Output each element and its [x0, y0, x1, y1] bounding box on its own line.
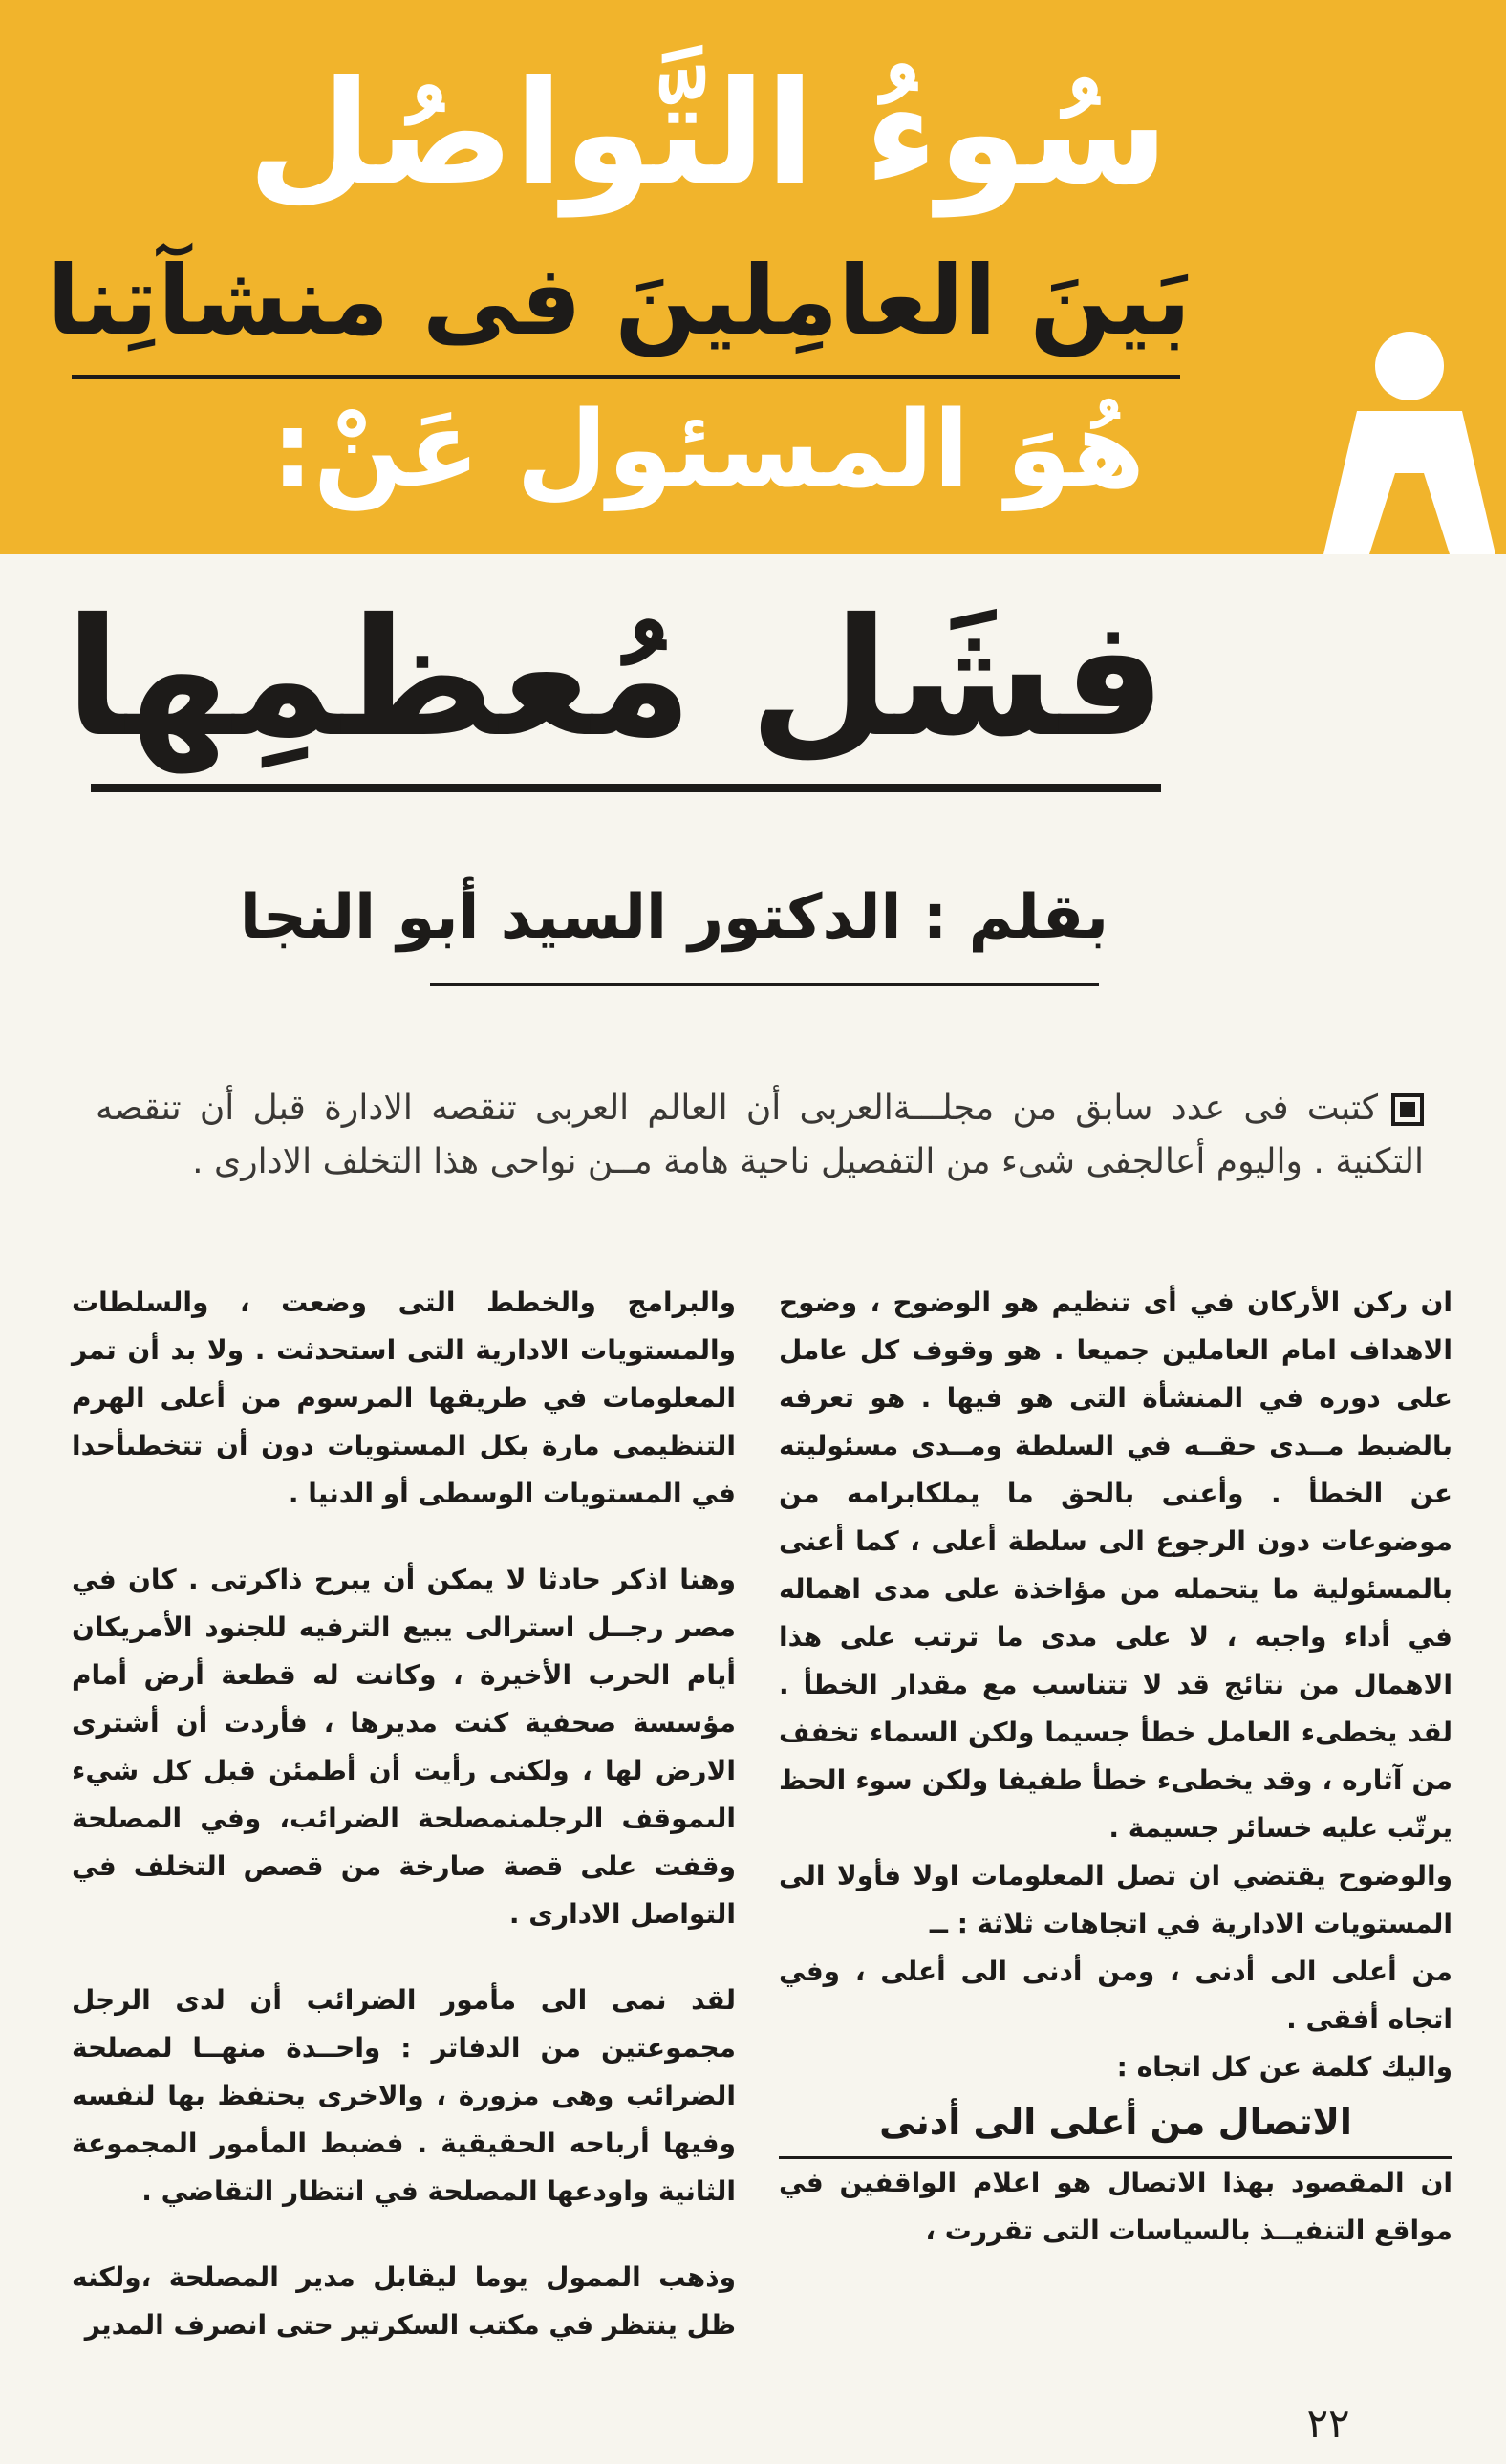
- right-paragraph-1: ان ركن الأركان في أى تنظيم هو الوضوح ، وضوح الاهداف امام العاملين جميعا . هو وقوف كل عامل على دوره في المنشأة التى هو فيها . هو تعرفه بالضبط مــدى حقــه في السلطة ومــدى مسئوليته عن الخطأ . وأعنى بالحق ما يملكابرامه من موضوعات دون الرجوع الى سلطة أعلى ، كما أعنى بالمسئولية ما يتحمله من مؤاخذة على مدى اهماله في أداء واجبه ، لا على مدى ما ترتب على هذا الاهمال من نتائج قد لا تتناسب مع مقدار الخطأ . لقد يخطىء العامل خطأ جسيما ولكن السماء تخفف من آثاره ، وقد يخطىء خطأ طفيفا ولكن سوء الحظ يرتّب عليه خسائر جسيمة .: [779, 1286, 1452, 1844]
- banner-title-line-1: سُوءُ التَّواصُل: [247, 51, 1169, 217]
- banner-title-line-2: بَينَ العامِلينَ فى منشآتِنا: [47, 245, 1191, 357]
- intro-paragraph: [96, 1082, 1424, 1189]
- banner-divider: [72, 375, 1180, 379]
- section-subheading: الاتصال من أعلى الى أدنى: [779, 2091, 1452, 2159]
- author-byline: بقلم : الدكتور السيد أبو النجا: [239, 882, 1108, 953]
- article-headline: فشَل مُعظمِها: [64, 584, 1166, 773]
- left-column: [72, 1279, 736, 2349]
- left-paragraph-4: وذهب الممول يوما ليقابل مدير المصلحة ،ولكنه ظل ينتظر في مكتب السكرتير حتى انصرف المدير: [72, 2261, 736, 2341]
- byline-underline: [430, 983, 1099, 986]
- banner-title-line-3: هُوَ المسئول عَنْ:: [271, 388, 1145, 510]
- right-paragraph-2: والوضوح يقتضي ان تصل المعلومات اولا فأولا الى المستويات الادارية في اتجاهات ثلاثة : ــ: [779, 1860, 1452, 1939]
- header-banner: [0, 0, 1506, 554]
- left-paragraph-3: لقد نمى الى مأمور الضرائب أن لدى الرجل مجموعتين من الدفاتر : واحــدة منهــا لمصلحة الضرائب وهى مزورة ، والاخرى يحتفظ بها لنفسه وفيها أرباحه الحقيقية . فضبط المأمور المجموعة الثانية واودعها المصلحة في انتظار التقاضي .: [72, 1984, 736, 2207]
- right-paragraph-5: ان المقصود بهذا الاتصال هو اعلام الواقفين في مواقع التنفيــذ بالسياسات التى تقررت ،: [779, 2167, 1452, 2246]
- right-paragraph-3: من أعلى الى أدنى ، ومن أدنى الى أعلى ، وفي اتجاه أفقى .: [779, 1956, 1452, 2035]
- intro-text: كتبت فى عدد سابق من مجلـــةالعربى أن العالم العربى تنقصه الادارة قبل أن تنقصه التكنية . واليوم أعالجفى شىء من التفصيل ناحية هامة مــن نواحى هذا التخلف الادارى .: [96, 1089, 1424, 1181]
- left-paragraph-1: والبرامج والخطط التى وضعت ، والسلطات والمستويات الادارية التى استحدثت . ولا بد أن تمر المعلومات في طريقها المرسوم من أعلى الهرم التنظيمى مارة بكل المستويات دون أن تتخطىأحدا في المستويات الوسطى أو الدنيا .: [72, 1286, 736, 1509]
- person-silhouette-icon: [1314, 330, 1505, 554]
- paragraph-marker-icon: [1391, 1093, 1424, 1126]
- right-paragraph-4: واليك كلمة عن كل اتجاه :: [1116, 2051, 1452, 2083]
- right-column: [779, 1279, 1452, 2255]
- headline-underline: [91, 784, 1161, 792]
- left-paragraph-2: وهنا اذكر حادثا لا يمكن أن يبرح ذاكرتى . كان في مصر رجــل استرالى يبيع الترفيه للجنود الأمريكان أيام الحرب الأخيرة ، وكانت له قطعة أرض أمام مؤسسة صحفية كنت مديرها ، فأردت أن أشترى الارض لها ، ولكنى رأيت أن أطمئن قبل كل شيء الىموقف الرجلمنمصلحة الضرائب، وفي المصلحة وقفت على قصة صارخة من قصص التخلف في التواصل الادارى .: [72, 1564, 736, 1930]
- page-number: ٢٢: [1306, 2400, 1350, 2447]
